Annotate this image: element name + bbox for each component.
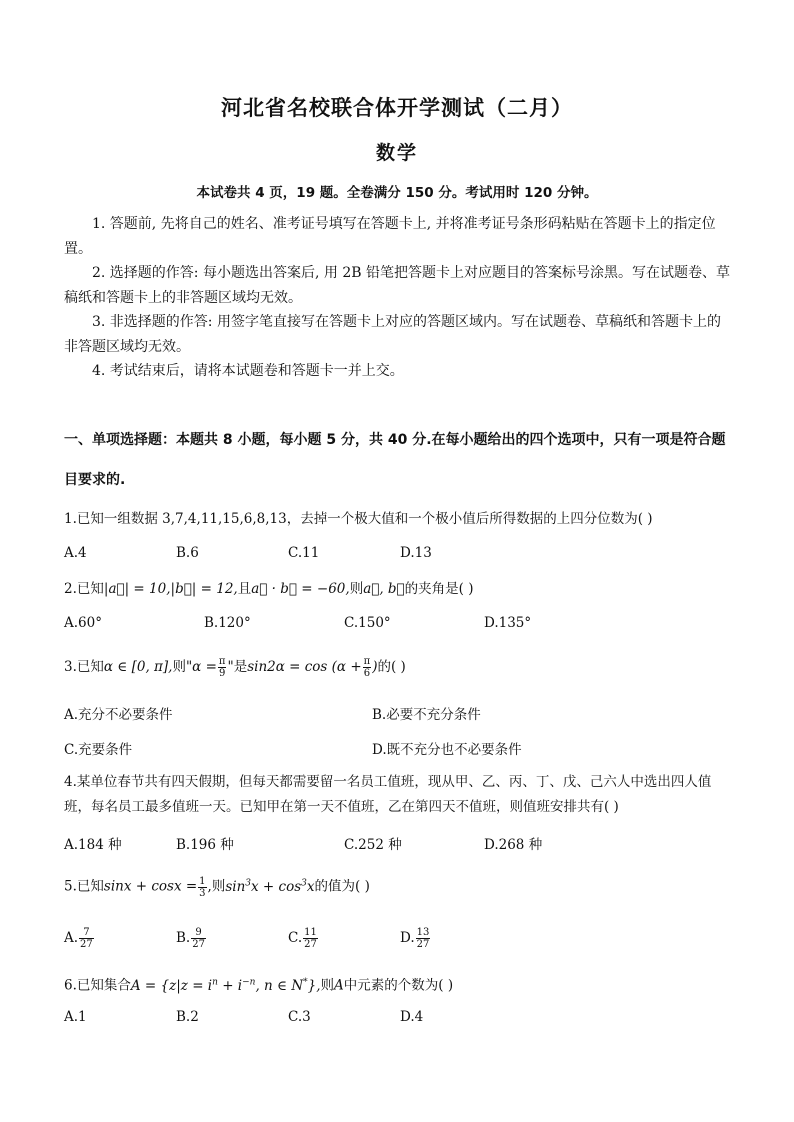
instructions <box>64 212 732 384</box>
q2-option-d: D.135° <box>484 615 532 631</box>
q5-text: ,则 <box>207 878 226 895</box>
q5-text: 5.已知 <box>64 878 104 895</box>
question-3-stem <box>64 656 734 679</box>
q5-fraction: $\frac{1}{3}$ <box>199 875 206 899</box>
q6-math: $A = \{z|z = i^n + i^{-n}$, n ∈ N*}, <box>130 977 321 994</box>
q1-option-c: C.11 <box>288 545 320 561</box>
q5-option-b: B. $\frac{9}{27}$ <box>176 927 205 950</box>
q3-option-d: D.既不充分也不必要条件 <box>372 742 522 758</box>
q2-option-b: B.120° <box>204 615 251 631</box>
q2-math: |a⃗| = 10, <box>103 581 171 597</box>
q1-option-a: A.4 <box>64 545 87 561</box>
q5-math: sinx + cosx = <box>103 878 198 895</box>
instruction-1: 1. 答题前, 先将自己的姓名、准考证号填写在答题卡上, 并将准考证号条形码粘贴在答题卡上的指定位置。 <box>64 216 716 257</box>
q3-text: 的( ) <box>377 659 406 675</box>
q2-math: a⃗ · b⃗ = −60, <box>251 581 350 597</box>
q1-option-b: B.6 <box>176 545 199 561</box>
q2-option-a: A.60° <box>64 615 102 631</box>
q6-option-b: B.2 <box>176 1009 199 1025</box>
q2-text: 2.已知 <box>64 581 104 597</box>
q4-option-b: B.196 种 <box>176 837 234 853</box>
question-4-stem: 4.某单位春节共有四天假期，但每天都需要留一名员工值班，现从甲、乙、丙、丁、戊、己六人中选出四人值班，每名员工最多值班一天。已知甲在第一天不值班，乙在第四天不值班，则值班安排共有( ) <box>64 774 712 815</box>
q6-text: 中元素的个数为( ) <box>343 977 454 994</box>
q5-text: 的值为( ) <box>314 878 370 895</box>
q3-option-c: C.充要条件 <box>64 742 133 758</box>
exam-title: 河北省名校联合体开学测试（二月） <box>221 96 573 120</box>
q3-fraction: $\frac{\pi}{9}$ <box>218 656 226 679</box>
q3-option-b: B.必要不充分条件 <box>372 707 481 723</box>
q1-option-d: D.13 <box>400 545 432 561</box>
q3-math: sin2α = cos (α + <box>247 659 362 675</box>
q3-text: "是 <box>227 659 248 675</box>
q5-math: $\sin^3x + \cos^3x$ <box>225 878 315 895</box>
exam-info: 本试卷共 4 页，19 题。全卷满分 150 分。考试用时 120 分钟。 <box>196 185 598 201</box>
q5-option-c: C. $\frac{11}{27}$ <box>288 927 317 950</box>
q3-math: ) <box>372 659 378 675</box>
q2-text: 的夹角是( ) <box>404 581 474 597</box>
section-heading: 一、单项选择题：本题共 8 小题，每小题 5 分，共 40 分.在每小题给出的四个选项中，只有一项是符合题目要求的. <box>64 432 726 488</box>
q3-text: 则" <box>172 659 193 675</box>
q6-option-c: C.3 <box>288 1009 311 1025</box>
q3-option-a: A.充分不必要条件 <box>64 707 173 723</box>
q6-option-d: D.4 <box>400 1009 424 1025</box>
q3-math: α = <box>192 659 217 675</box>
q2-text: 则 <box>349 581 364 597</box>
q6-text: 则 <box>320 977 335 994</box>
q3-math: α ∈ [0, π], <box>103 659 173 675</box>
q2-math: a⃗, b⃗ <box>363 581 405 597</box>
q4-option-c: C.252 种 <box>344 837 402 853</box>
instruction-2: 2. 选择题的作答: 每小题选出答案后, 用 2B 铅笔把答题卡上对应题目的答案标号涂黑。写在试题卷、草稿纸和答题卡上的非答题区域均无效。 <box>64 265 730 306</box>
q3-fraction: $\frac{\pi}{6}$ <box>363 656 371 679</box>
q5-option-a: A. $\frac{7}{27}$ <box>64 927 93 950</box>
q4-option-a: A.184 种 <box>64 837 122 853</box>
exam-subject: 数学 <box>375 142 418 164</box>
q5-option-d: D. $\frac{13}{27}$ <box>400 927 430 950</box>
q2-text: 且 <box>237 581 252 597</box>
q6-math: A <box>334 977 344 994</box>
instruction-3: 3. 非选择题的作答: 用签字笔直接写在答题卡上对应的答题区域内。写在试题卷、草稿纸和答题卡上的非答题区域均无效。 <box>64 314 721 355</box>
q4-option-d: D.268 种 <box>484 837 543 853</box>
question-5-stem <box>64 872 734 899</box>
q3-text: 3.已知 <box>64 659 104 675</box>
q2-option-c: C.150° <box>344 615 391 631</box>
q6-option-a: A.1 <box>64 1009 87 1025</box>
question-6-stem <box>64 971 734 998</box>
question-1-stem: 1.已知一组数据 3,7,4,11,15,6,8,13，去掉一个极大值和一个极小值后所得数据的上四分位数为( ) <box>64 511 653 527</box>
question-2-stem <box>64 578 734 601</box>
q6-text: 6.已知集合 <box>64 977 131 994</box>
q2-math: |b⃗| = 12, <box>170 581 238 597</box>
instruction-4: 4. 考试结束后，请将本试题卷和答题卡一并上交。 <box>92 363 404 379</box>
